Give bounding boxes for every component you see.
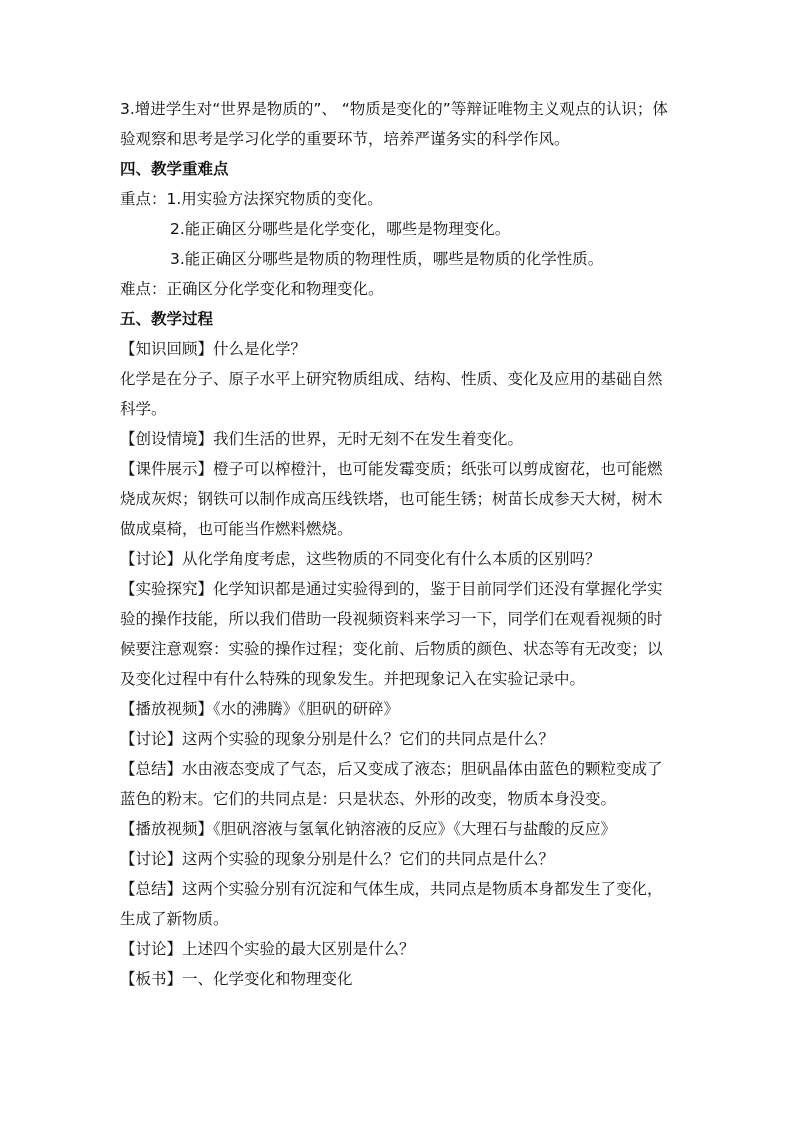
- discussion-3: 【讨论】这两个实验的现象分别是什么？它们的共同点是什么？: [120, 850, 555, 868]
- blackboard-writing: 【板书】一、化学变化和物理变化: [120, 970, 353, 988]
- difficult-point: 难点：正确区分化学变化和物理变化。: [120, 280, 384, 298]
- section-heading-process: 五、教学过程: [120, 310, 214, 328]
- summary-2-line-1: 【总结】这两个实验分别有沉淀和气体生成，共同点是物质本身都发生了变化，: [120, 880, 663, 898]
- objective-3-line-2: 验观察和思考是学习化学的重要环节，培养严谨务实的科学作风。: [120, 130, 570, 148]
- discussion-4: 【讨论】上述四个实验的最大区别是什么？: [120, 940, 415, 958]
- experiment-line-2: 验的操作技能，所以我们借助一段视频资料来学习一下，同学们在观看视频的时: [120, 610, 663, 628]
- play-video-2: 【播放视频】《胆矾溶液与氢氧化钠溶液的反应》《大理石与盐酸的反应》: [120, 820, 617, 838]
- courseware-line-1: 【课件展示】橙子可以榨橙汁，也可能发霉变质；纸张可以剪成窗花，也可能燃: [120, 460, 663, 478]
- key-point-2: 2.能正确区分哪些是化学变化，哪些是物理变化。: [170, 220, 511, 238]
- discussion-2: 【讨论】这两个实验的现象分别是什么？它们的共同点是什么？: [120, 730, 555, 748]
- courseware-line-3: 做成桌椅，也可能当作燃料燃烧。: [120, 520, 353, 538]
- key-point-3: 3.能正确区分哪些是物质的物理性质，哪些是物质的化学性质。: [170, 250, 604, 268]
- section-heading-key-points: 四、教学重难点: [120, 160, 229, 178]
- experiment-line-1: 【实验探究】化学知识都是通过实验得到的，鉴于目前同学们还没有掌握化学实: [120, 580, 663, 598]
- key-point-1: 重点：1.用实验方法探究物质的变化。: [120, 190, 383, 208]
- play-video-1: 【播放视频】《水的沸腾》《胆矾的研碎》: [120, 700, 400, 718]
- experiment-line-3: 候要注意观察：实验的操作过程；变化前、后物质的颜色、状态等有无改变；以: [120, 640, 663, 658]
- chemistry-definition-line-1: 化学是在分子、原子水平上研究物质组成、结构、性质、变化及应用的基础自然: [120, 370, 663, 388]
- knowledge-review: 【知识回顾】什么是化学？: [120, 340, 307, 358]
- discussion-1: 【讨论】从化学角度考虑，这些物质的不同变化有什么本质的区别吗？: [120, 550, 601, 568]
- chemistry-definition-line-2: 科学。: [120, 400, 167, 418]
- experiment-line-4: 及变化过程中有什么特殊的现象发生。并把现象记入在实验记录中。: [120, 670, 586, 688]
- summary-1-line-2: 蓝色的粉末。它们的共同点是：只是状态、外形的改变，物质本身没变。: [120, 790, 617, 808]
- summary-2-line-2: 生成了新物质。: [120, 910, 229, 928]
- courseware-line-2: 烧成灰烬；钢铁可以制作成高压线铁塔，也可能生锈；树苗长成参天大树，树木: [120, 490, 663, 508]
- document-page: [120, 94, 680, 994]
- create-scenario: 【创设情境】我们生活的世界，无时无刻不在发生着变化。: [120, 430, 524, 448]
- summary-1-line-1: 【总结】水由液态变成了气态，后又变成了液态；胆矾晶体由蓝色的颗粒变成了: [120, 760, 663, 778]
- objective-3-line-1: 3.增进学生对“世界是物质的”、 “物质是变化的”等辩证唯物主义观点的认识；体: [120, 100, 668, 118]
